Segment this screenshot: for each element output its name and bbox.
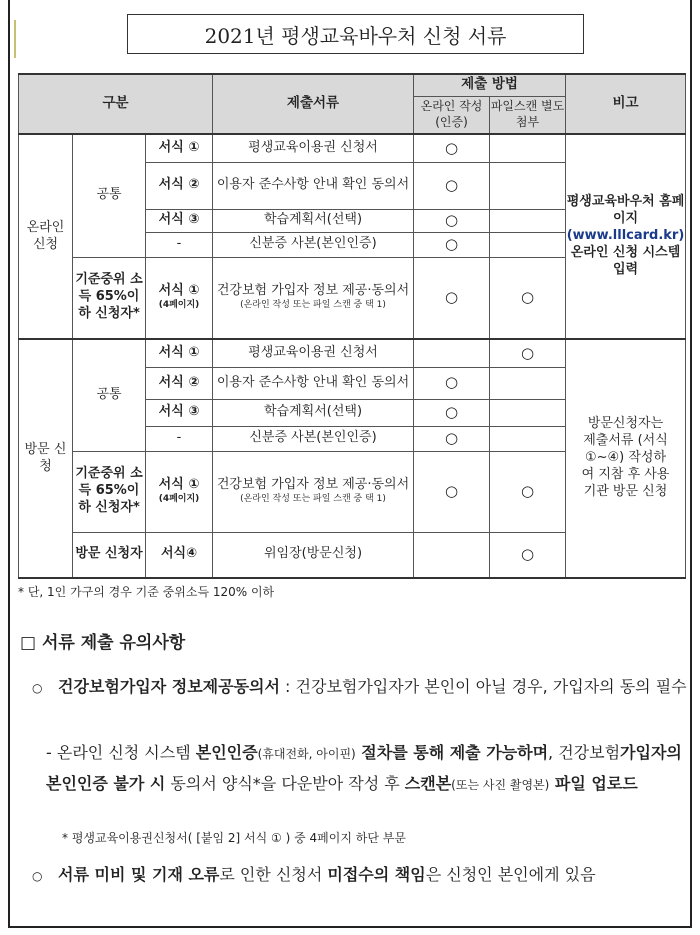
doc-cell: 건강보험 가입자 정보 제공·동의서 (온라인 작성 또는 파일 스캔 중 택 1) (213, 257, 414, 339)
form-cell: 서식 ① (146, 339, 213, 367)
online-mark: ○ (414, 232, 490, 257)
doc-cell: 평생교육이용권 신청서 (213, 134, 414, 162)
notice-health-insurance: ○ 건강보험가입자 정보제공동의서 : 건강보험가입자가 본인이 아닐 경우, 가입자의 동의 필수 (32, 677, 687, 696)
form-cell: - (146, 426, 213, 451)
scan-mark: ○ (490, 339, 566, 367)
notice-form-footnote: * 평생교육이용권신청서( [붙임 2] 서식 ① ) 중 4페이지 하단 부문 (62, 831, 406, 845)
doc-cell: 신분증 사본(본인인증) (213, 232, 414, 257)
online-mark: ○ (414, 134, 490, 162)
scan-mark: ○ (490, 257, 566, 339)
header-scan: 파일스캔 별도첨부 (490, 96, 566, 134)
scan-mark: ○ (490, 532, 566, 578)
header-method: 제출 방법 (414, 74, 566, 96)
notice-responsibility: ○ 서류 미비 및 기재 오류로 인한 신청서 미접수의 책임은 신청인 본인에게 있음 (32, 865, 596, 884)
form-cell: 서식 ① (4페이지) (146, 257, 213, 339)
doc-cell: 학습계획서(선택) (213, 399, 414, 426)
form-cell: 서식 ① (4페이지) (146, 451, 213, 532)
subgroup-visitor: 방문 신청자 (73, 532, 146, 578)
page-title: 2021년 평생교육바우처 신청 서류 (127, 14, 584, 54)
form-cell: 서식 ② (146, 162, 213, 209)
margin-mark (14, 20, 16, 58)
form-cell: 서식 ② (146, 367, 213, 399)
header-documents: 제출서류 (213, 74, 414, 134)
header-remarks: 비고 (566, 74, 686, 134)
group-visit: 방문 신청 (19, 339, 73, 578)
scan-mark (490, 134, 566, 162)
form-cell: 서식④ (146, 532, 213, 578)
doc-cell: 신분증 사본(본인인증) (213, 426, 414, 451)
remark-online: 평생교육바우처 홈페이지 (www.lllcard.kr) 온라인 신청 시스템 입력 (566, 134, 686, 339)
doc-cell: 학습계획서(선택) (213, 209, 414, 232)
header-category: 구분 (19, 74, 213, 134)
online-mark: ○ (414, 257, 490, 339)
subgroup-common: 공통 (73, 134, 146, 257)
scan-mark (490, 399, 566, 426)
scan-mark: ○ (490, 451, 566, 532)
form-cell: - (146, 232, 213, 257)
scan-mark (490, 209, 566, 232)
doc-cell: 이용자 준수사항 안내 확인 동의서 (213, 367, 414, 399)
form-cell: 서식 ① (146, 134, 213, 162)
scan-mark (490, 162, 566, 209)
scan-mark (490, 426, 566, 451)
online-mark: ○ (414, 367, 490, 399)
notice-identity-verification: - 온라인 신청 시스템 본인인증(휴대전화, 아이핀) 절차를 통해 제출 가능하며, 건강보험가입자의 본인인증 불가 시 동의서 양식*을 다운받아 작성 후 스캔본(또는 사진 촬영본) 파일 업로드 (46, 743, 682, 793)
doc-cell: 평생교육이용권 신청서 (213, 339, 414, 367)
header-online: 온라인 작성(인증) (414, 96, 490, 134)
online-mark: ○ (414, 399, 490, 426)
subgroup-low-income: 기준중위 소득 65%이하 신청자* (73, 451, 146, 532)
doc-cell: 위임장(방문신청) (213, 532, 414, 578)
group-online: 온라인 신청 (19, 134, 73, 339)
documents-table (18, 73, 686, 579)
footnote: * 단, 1인 가구의 경우 기준 중위소득 120% 이하 (18, 585, 275, 599)
section-heading: □ 서류 제출 유의사항 (20, 633, 186, 653)
subgroup-common: 공통 (73, 339, 146, 451)
remark-visit: 방문신청자는 제출서류 (서식 ①~④) 작성하여 지참 후 사용기관 방문 신청 (566, 339, 686, 578)
scan-mark (490, 367, 566, 399)
online-mark (414, 339, 490, 367)
form-cell: 서식 ③ (146, 399, 213, 426)
subgroup-low-income: 기준중위 소득 65%이하 신청자* (73, 257, 146, 339)
online-mark: ○ (414, 451, 490, 532)
form-cell: 서식 ③ (146, 209, 213, 232)
online-mark (414, 532, 490, 578)
scan-mark (490, 232, 566, 257)
online-mark: ○ (414, 162, 490, 209)
online-mark: ○ (414, 426, 490, 451)
online-mark: ○ (414, 209, 490, 232)
doc-cell: 건강보험 가입자 정보 제공·동의서 (온라인 작성 또는 파일 스캔 중 택 1) (213, 451, 414, 532)
doc-cell: 이용자 준수사항 안내 확인 동의서 (213, 162, 414, 209)
